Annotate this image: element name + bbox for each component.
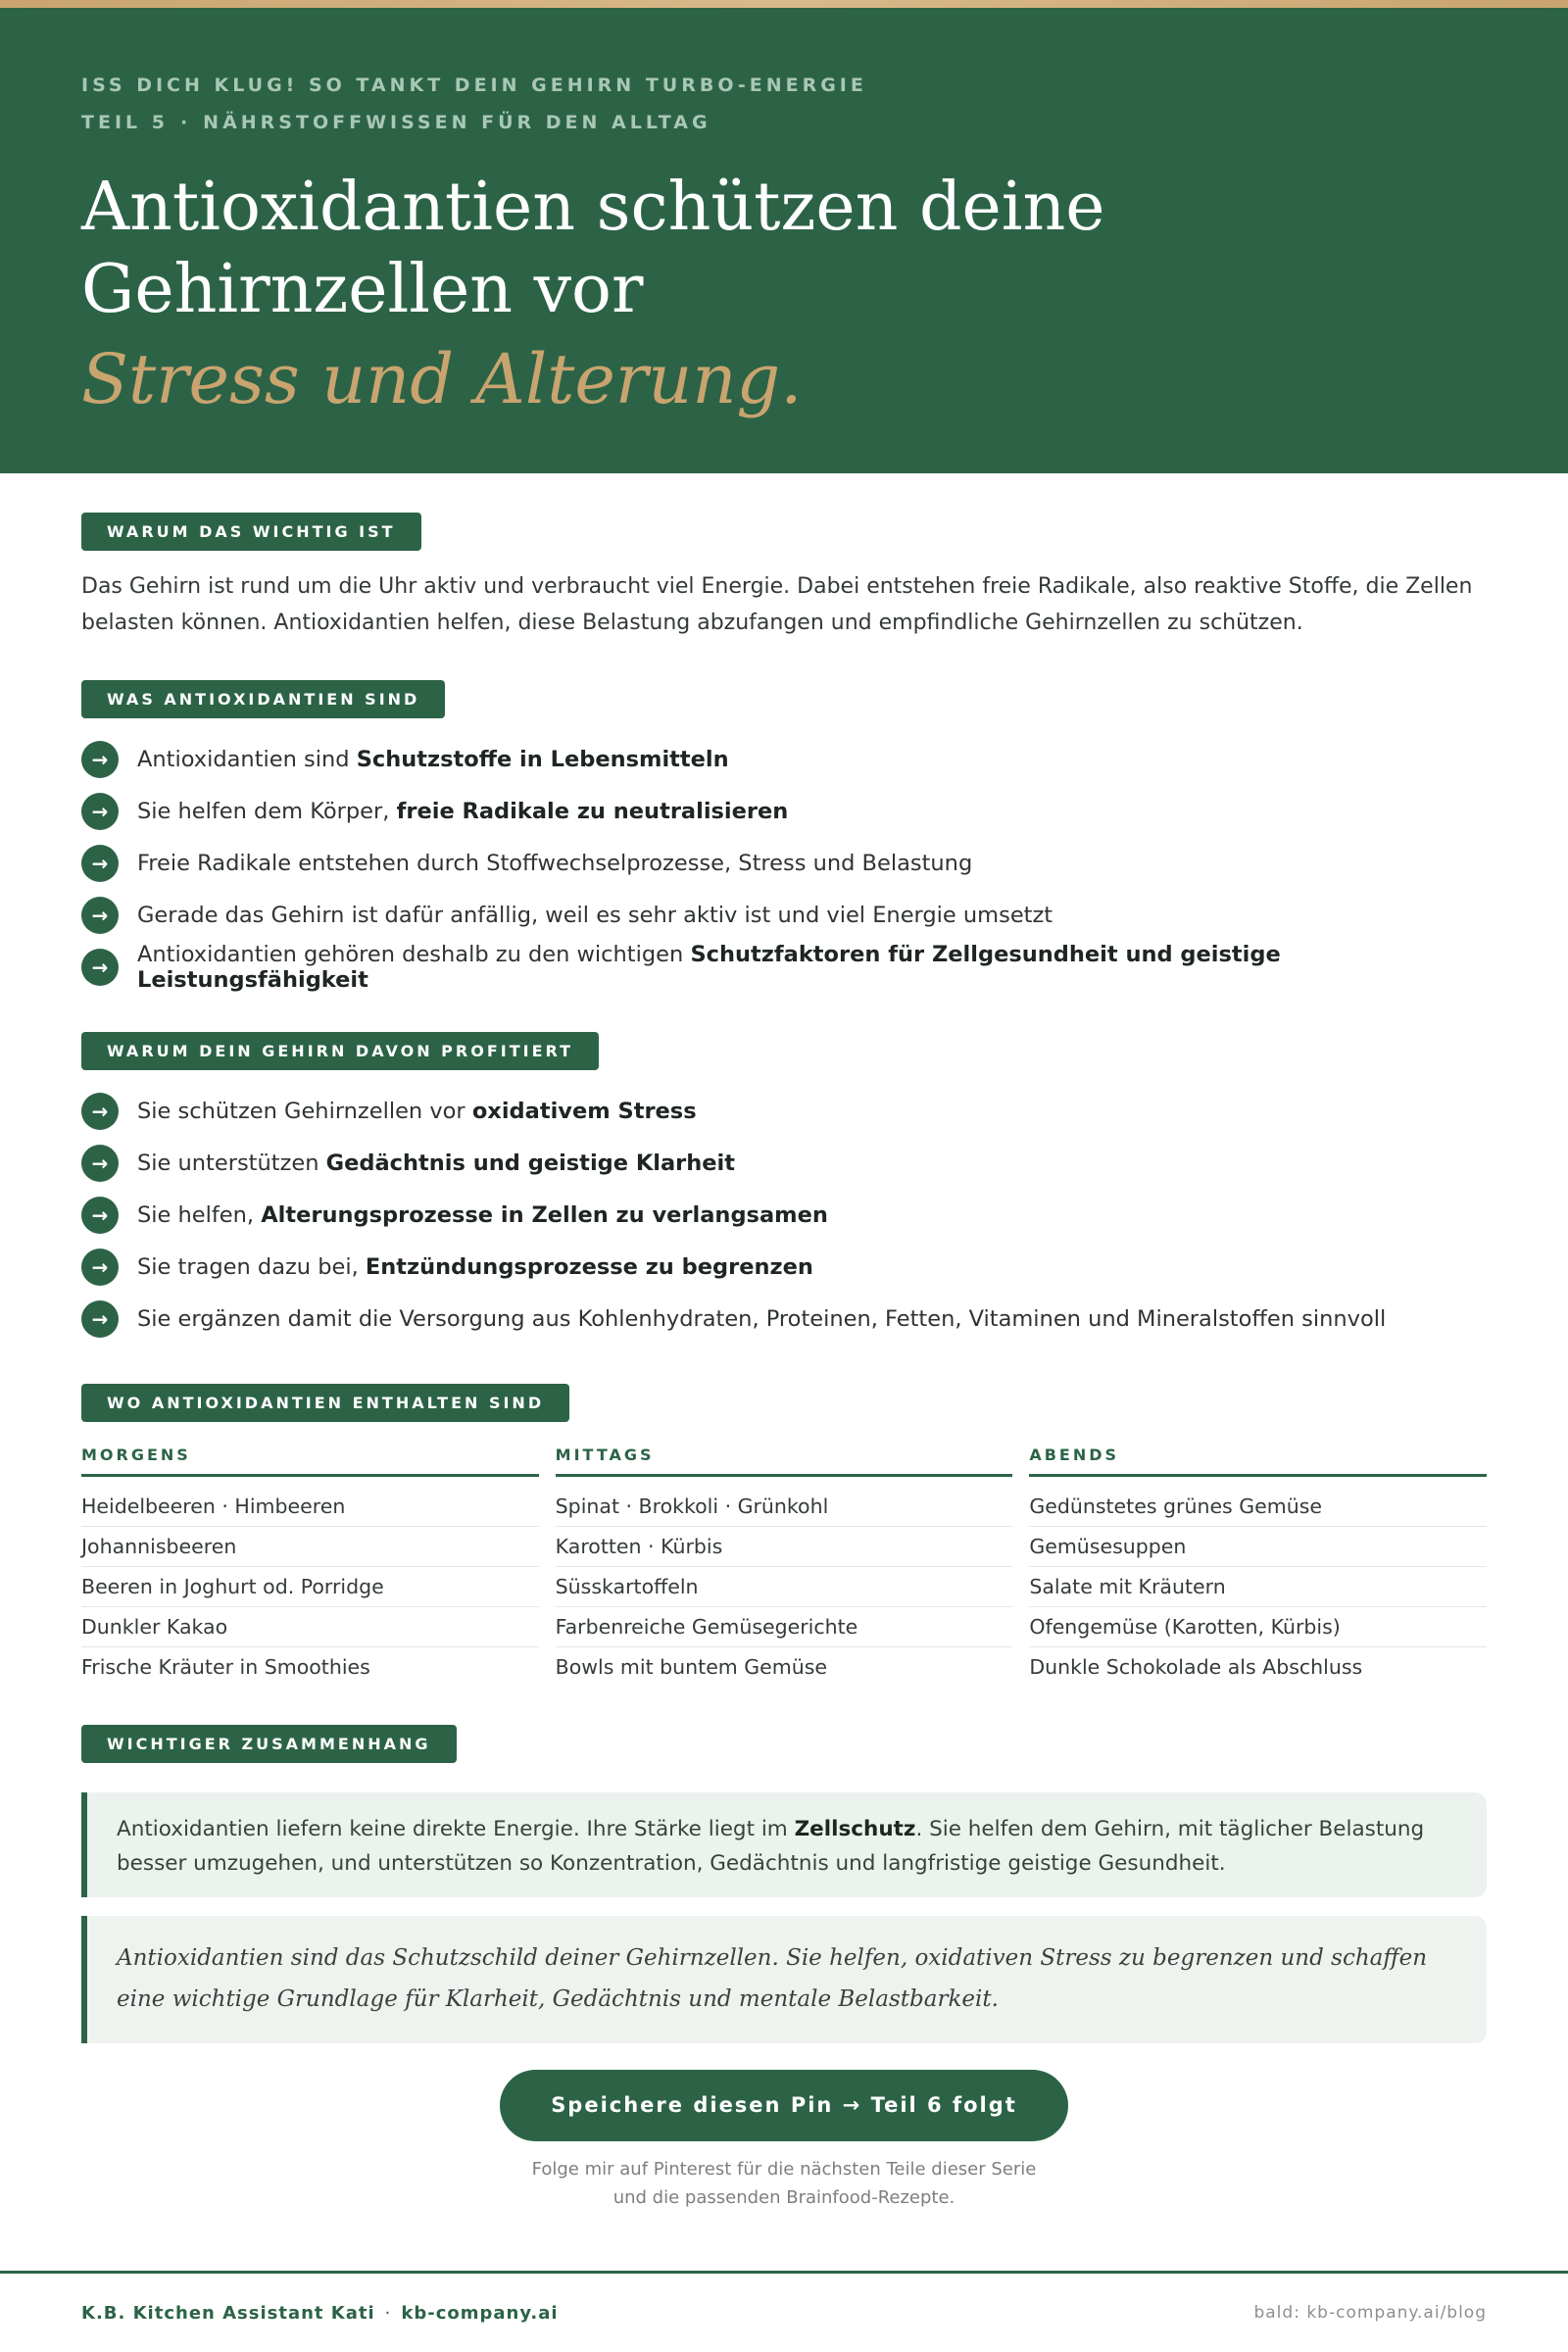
page-title-accent: Stress und Alterung.: [81, 339, 803, 419]
section-label-context: WICHTIGER ZUSAMMENHANG: [81, 1725, 457, 1763]
list-item: Johannisbeeren: [81, 1527, 539, 1567]
list-item-text: [137, 903, 1053, 928]
list-item: [81, 1189, 1487, 1241]
arrow-right-icon: →: [81, 793, 119, 830]
item-text: Antioxidantien sind: [137, 746, 357, 772]
food-columns: [81, 1446, 1487, 1688]
list-item: [81, 1241, 1487, 1293]
hero-header: [0, 8, 1568, 473]
what-list: [81, 733, 1487, 993]
arrow-right-icon: →: [81, 845, 119, 882]
arrow-right-icon: →: [81, 741, 119, 778]
list-item: [81, 889, 1487, 941]
list-item-text: [137, 1099, 697, 1124]
arrow-right-icon: →: [81, 1197, 119, 1234]
item-text: Freie Radikale entstehen durch Stoffwechselprozesse, Stress und Belastung: [137, 850, 973, 876]
list-item: [81, 1085, 1487, 1137]
footer-separator: ·: [384, 2302, 392, 2324]
part-topic: NÄHRSTOFFWISSEN FÜR DEN ALLTAG: [203, 112, 711, 133]
arrow-right-icon: →: [81, 1300, 119, 1338]
note-text: Antioxidantien liefern keine direkte Energie. Ihre Stärke liegt im: [117, 1817, 795, 1841]
brand-name: K.B. Kitchen Assistant Kati: [81, 2302, 375, 2324]
list-item: Dunkler Kakao: [81, 1607, 539, 1647]
top-accent-line: [0, 0, 1568, 8]
item-emphasis: Schutzfaktoren für Zellgesundheit und geistige Leistungsfähigkeit: [137, 941, 1281, 993]
section-label-benefit: WARUM DEIN GEHIRN DAVON PROFITIERT: [81, 1032, 599, 1070]
list-item: [81, 1137, 1487, 1189]
section-label-what: WAS ANTIOXIDANTIEN SIND: [81, 680, 445, 718]
column-morning: [81, 1446, 539, 1688]
list-item: Süsskartoffeln: [556, 1567, 1013, 1607]
list-item: [81, 733, 1487, 785]
list-item: Beeren in Joghurt od. Porridge: [81, 1567, 539, 1607]
summary-quote: Antioxidantien sind das Schutzschild deiner Gehirnzellen. Sie helfen, oxidativen Stress zu begrenzen und schaffen eine wichtige Grundlage für Klarheit, Gedächtnis und mentale Belastbarkeit.: [81, 1916, 1487, 2043]
item-emphasis: Entzündungsprozesse zu begrenzen: [365, 1253, 813, 1280]
note-emphasis: Zellschutz: [794, 1817, 916, 1841]
item-text: Sie ergänzen damit die Versorgung aus Kohlenhydraten, Proteinen, Fetten, Vitaminen und Mineralstoffen sinnvoll: [137, 1305, 1387, 1332]
list-item: Dunkle Schokolade als Abschluss: [1029, 1655, 1363, 1679]
list-item-text: [137, 1254, 813, 1280]
list-item: Farbenreiche Gemüsegerichte: [556, 1607, 1013, 1647]
food-list: [1029, 1487, 1487, 1688]
page-title: Antioxidantien schützen deine Gehirnzellen vor: [81, 169, 1105, 328]
kicker-separator: ·: [179, 112, 192, 133]
site-link[interactable]: kb-company.ai: [401, 2302, 559, 2324]
list-item: [81, 837, 1487, 889]
column-noon: [556, 1446, 1013, 1688]
section-what: [81, 680, 1487, 993]
item-emphasis: Alterungsprozesse in Zellen zu verlangsamen: [261, 1201, 828, 1228]
save-pin-button[interactable]: Speichere diesen Pin → Teil 6 folgt: [500, 2070, 1068, 2141]
list-item: Salate mit Kräutern: [1029, 1567, 1487, 1607]
item-emphasis: Schutzstoffe in Lebensmitteln: [356, 746, 729, 772]
item-text: Sie helfen dem Körper,: [137, 798, 397, 824]
item-text: Sie schützen Gehirnzellen vor: [137, 1098, 472, 1124]
list-item: Karotten · Kürbis: [556, 1527, 1013, 1567]
section-where: [81, 1384, 1487, 1688]
item-emphasis: oxidativem Stress: [471, 1098, 697, 1124]
follow-line: Folge mir auf Pinterest für die nächsten Teile dieser Serie: [531, 2159, 1037, 2180]
list-item: [81, 785, 1487, 837]
benefit-list: [81, 1085, 1487, 1345]
section-label-why: WARUM DAS WICHTIG IST: [81, 513, 421, 551]
list-item-text: [137, 799, 788, 824]
item-text: Gerade das Gehirn ist dafür anfällig, weil es sehr aktiv ist und viel Energie umsetzt: [137, 902, 1054, 928]
list-item: [81, 941, 1487, 993]
arrow-right-icon: →: [81, 897, 119, 934]
list-item-text: [137, 1202, 828, 1228]
arrow-right-icon: →: [81, 1249, 119, 1286]
item-emphasis: freie Radikale zu neutralisieren: [396, 798, 789, 824]
food-list: [556, 1487, 1013, 1688]
list-item: Frische Kräuter in Smoothies: [81, 1655, 370, 1679]
list-item-text: [137, 1306, 1386, 1332]
list-item: Ofengemüse (Karotten, Kürbis): [1029, 1607, 1487, 1647]
blog-hint: bald: kb-company.ai/blog: [1253, 2303, 1487, 2323]
section-why: [81, 513, 1487, 641]
list-item: Gedünstetes grünes Gemüse: [1029, 1487, 1487, 1527]
arrow-right-icon: →: [81, 1093, 119, 1130]
main-content: [0, 513, 1568, 2212]
column-heading: MITTAGS: [556, 1446, 1013, 1477]
arrow-right-icon: →: [81, 1145, 119, 1182]
list-item: [81, 1293, 1487, 1345]
series-part: [81, 104, 1487, 141]
part-number: TEIL 5: [81, 112, 169, 133]
list-item-text: [137, 747, 729, 772]
follow-hint: [81, 2155, 1487, 2212]
column-heading: MORGENS: [81, 1446, 539, 1477]
item-emphasis: Gedächtnis und geistige Klarheit: [325, 1150, 736, 1176]
arrow-right-icon: →: [81, 949, 119, 986]
list-item: Bowls mit buntem Gemüse: [555, 1655, 828, 1679]
list-item: Heidelbeeren · Himbeeren: [81, 1487, 539, 1527]
list-item-text: [137, 1151, 735, 1176]
item-text: Sie helfen,: [137, 1201, 262, 1228]
item-text: Sie unterstützen: [137, 1150, 326, 1176]
item-text: Sie tragen dazu bei,: [137, 1253, 366, 1280]
column-heading: ABENDS: [1029, 1446, 1487, 1477]
list-item-text: [137, 942, 1487, 993]
series-title: ISS DICH KLUG! SO TANKT DEIN GEHIRN TURBO-ENERGIE: [81, 74, 867, 96]
list-item: Gemüsesuppen: [1029, 1527, 1487, 1567]
info-note: [81, 1792, 1487, 1897]
footer-brand: [81, 2303, 559, 2324]
section-benefit: [81, 1032, 1487, 1345]
note-text: . Sie helfen dem Gehirn, mit täglicher Belastung besser umzugehen, und unterstützen so Konzentration, Gedächtnis und langfristige geistige Gesundheit.: [117, 1817, 1425, 1876]
follow-line: und die passenden Brainfood-Rezepte.: [612, 2187, 956, 2208]
footer: [0, 2271, 1568, 2352]
section-label-where: WO ANTIOXIDANTIEN ENTHALTEN SIND: [81, 1384, 569, 1422]
cta-area: [81, 2070, 1487, 2141]
why-paragraph: Das Gehirn ist rund um die Uhr aktiv und verbraucht viel Energie. Dabei entstehen freie Radikale, also reaktive Stoffe, die Zellen belasten können. Antioxidantien helfen, diese Belastung abzufangen und empfindliche Gehirnzellen zu schützen.: [81, 574, 1473, 635]
list-item: Spinat · Brokkoli · Grünkohl: [556, 1487, 1013, 1527]
item-text: Antioxidantien gehören deshalb zu den wichtigen: [137, 941, 691, 967]
list-item-text: [137, 851, 972, 876]
section-context: [81, 1725, 1487, 2043]
column-evening: [1029, 1446, 1487, 1688]
food-list: [81, 1487, 539, 1688]
